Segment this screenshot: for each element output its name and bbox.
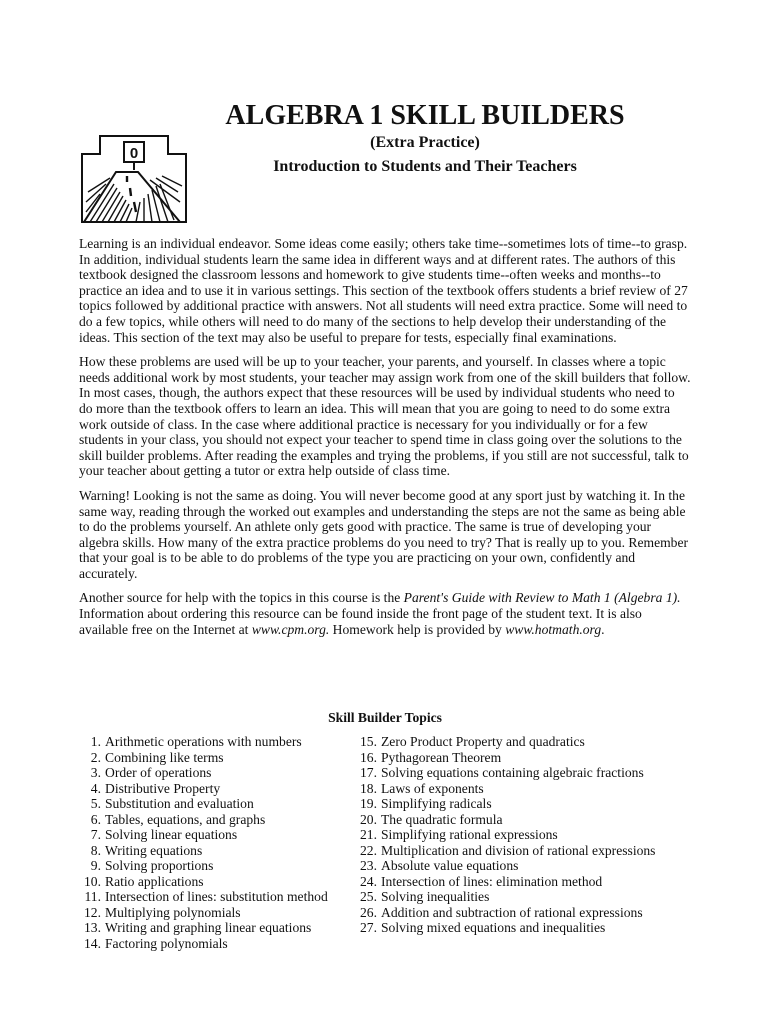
intro-body	[79, 236, 691, 646]
topic-item: 7. Solving linear equations	[90, 827, 238, 842]
topic-item: 11. Intersection of lines: substitution method	[84, 889, 328, 904]
intro-heading: Introduction to Students and Their Teachers	[273, 158, 577, 175]
topic-item: 5. Substitution and evaluation	[90, 796, 254, 811]
parents-guide-title: Parent's Guide with Review to Math 1 (Algebra 1).	[403, 590, 681, 606]
hotmath-url: www.hotmath.org	[505, 621, 602, 637]
topic-item: 20. The quadratic formula	[360, 811, 503, 827]
road-sign-logo	[80, 132, 190, 224]
paragraph-resources	[79, 590, 691, 637]
topic-item: 9. Solving proportions	[90, 858, 214, 873]
topic-item: 2. Combining like terms	[90, 749, 224, 765]
resources-text-c: Information about ordering this resource can be found inside the front page of the student text. It is also available free on the Internet at	[79, 606, 642, 637]
topic-item: 1. Arithmetic operations with numbers	[90, 734, 302, 749]
topic-item: 18. Laws of exponents	[360, 780, 484, 796]
topic-item: 15. Zero Product Property and quadratics	[360, 734, 585, 749]
topic-item: 10. Ratio applications	[84, 873, 204, 889]
paragraph-usage: How these problems are used will be up to your teacher, your parents, and yourself. In classes where a topic needs additional work by most students, your teacher may assign work from one of the skill builders that follow. In most cases, though, the authors expect that these resources will be used by individual students who need to do more than the textbook offers to learn an idea. This will mean that you are going to need to do some extra work outside of class. In the case where additional practice is necessary for you individually or for a few students in your class, you should not expect your teacher to spend time in class going over the solutions to the skill builder problems. After reading the examples and trying the problems, if you still are not successful, talk to your teacher about getting a tutor or extra help outside of class time.	[79, 354, 691, 479]
topic-item: 27. Solving mixed equations and inequalities	[360, 920, 606, 935]
resources-text-e: Homework help is provided by	[329, 621, 506, 637]
topic-item: 12. Multiplying polynomials	[84, 904, 241, 920]
topics-list-left	[79, 734, 351, 951]
topics-list-right	[355, 734, 695, 936]
cpm-url: www.cpm.org.	[251, 621, 330, 637]
topics-heading: Skill Builder Topics	[328, 710, 442, 725]
resources-text-g: .	[601, 621, 605, 637]
topic-item: 17. Solving equations containing algebraic fractions	[360, 765, 644, 780]
topic-item: 21. Simplifying rational expressions	[360, 827, 558, 842]
topic-item: 26. Addition and subtraction of rational expressions	[360, 904, 643, 920]
topic-item: 13. Writing and graphing linear equations	[84, 920, 312, 935]
topic-item: 23. Absolute value equations	[360, 858, 519, 873]
page-subtitle: (Extra Practice)	[370, 134, 480, 151]
topic-item: 3. Order of operations	[90, 765, 212, 780]
topic-item: 25. Solving inequalities	[360, 889, 490, 904]
topic-item: 22. Multiplication and division of rational expressions	[360, 842, 656, 858]
topic-item: 8. Writing equations	[90, 842, 203, 858]
topic-item: 14. Factoring polynomials	[84, 935, 228, 951]
paragraph-learning: Learning is an individual endeavor. Some ideas come easily; others take time--sometimes lots of time--to grasp. In addition, individual students learn the same idea in different ways and at different rates. The authors of this textbook designed the classroom lessons and homework to give students time--often weeks and months--to practice an idea and to use it in various settings. This section of the textbook offers students a brief review of 27 topics followed by additional practice with answers. Not all students will need extra practice. Some will need to do a few topics, while others will need to do many of the sections to help develop their understanding of the ideas. This section of the text may also be useful to prepare for tests, especially final examinations.	[79, 236, 688, 345]
topic-item: 16. Pythagorean Theorem	[360, 749, 502, 765]
road-sign-0-icon	[80, 132, 190, 224]
topic-item: 19. Simplifying radicals	[360, 796, 492, 811]
topic-item: 6. Tables, equations, and graphs	[90, 811, 266, 827]
topic-item: 24. Intersection of lines: elimination method	[360, 873, 603, 889]
page-title: ALGEBRA 1 SKILL BUILDERS	[225, 100, 625, 131]
road-sign-label: 0	[129, 145, 139, 162]
topic-item: 4. Distributive Property	[90, 780, 221, 796]
resources-text-a: Another source for help with the topics in this course is the	[79, 590, 404, 606]
paragraph-warning: Warning! Looking is not the same as doing. You will never become good at any sport just by watching it. In the same way, reading through the worked out examples and understanding the steps are not the same as being able to do the problems yourself. An athlete only gets good with practice. The same is true of developing your algebra skills. How many of the extra practice problems do you need to try? That is really up to you. Remember that your goal is to be able to do problems of the type you are practicing on your own, confidently and accurately.	[79, 487, 689, 581]
